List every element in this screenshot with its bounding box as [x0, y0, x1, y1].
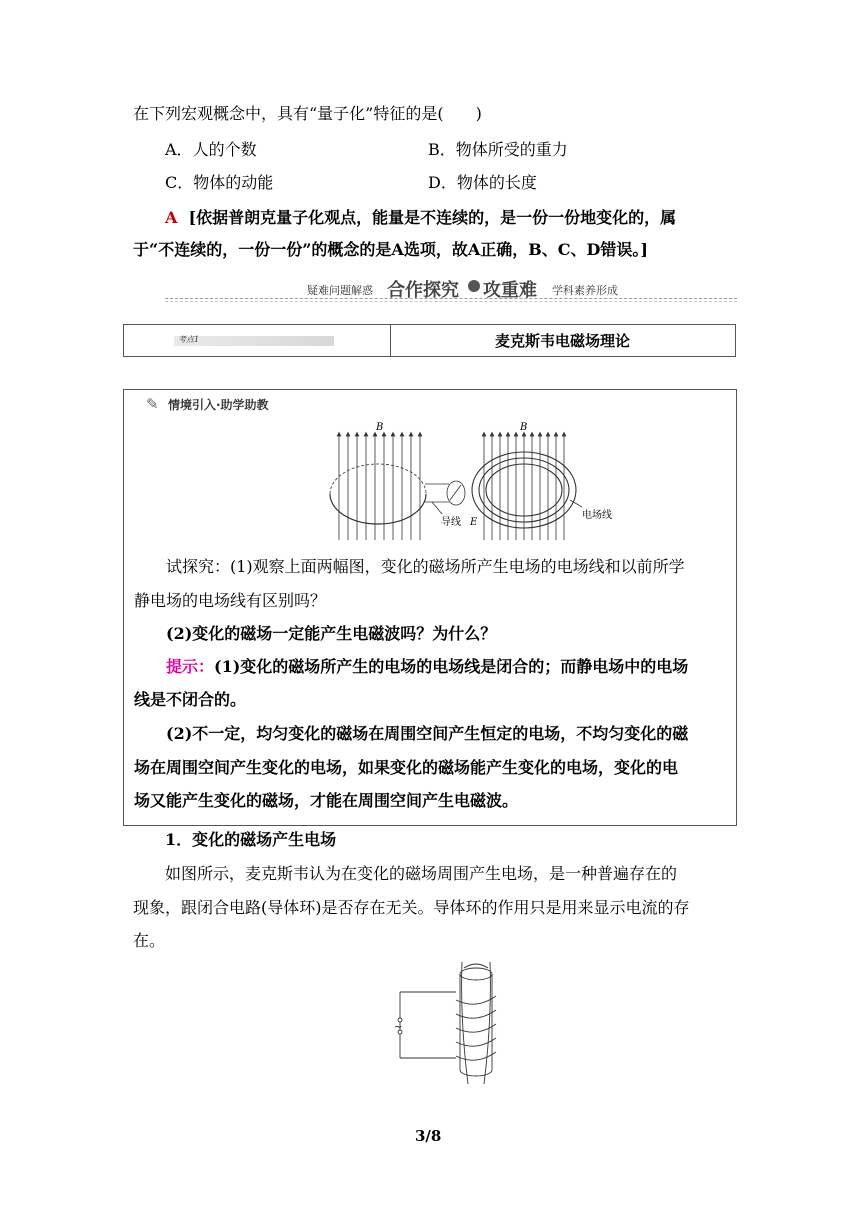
section1-para-line3: 在。	[133, 931, 166, 950]
inquiry-q2: (2)变化的磁场一定能产生电磁波吗？为什么？	[166, 624, 497, 643]
inquiry-header	[146, 395, 269, 413]
answer-explanation-line1	[165, 208, 676, 228]
inquiry-q1-line2: 静电场的电场线有区别吗？	[134, 591, 327, 610]
hint2-line1: (2)不一定，均匀变化的磁场在周围空间产生恒定的电场，不均匀变化的磁	[166, 724, 689, 743]
magnetic-field-figure	[314, 422, 714, 548]
inquiry-header-text: 情境引入·助学助教	[168, 398, 269, 412]
hint2-line3: 场又能产生变化的磁场，才能在周围空间产生电磁波。	[134, 791, 519, 810]
label-wire: 导线	[441, 517, 461, 528]
explanation-text: [依据普朗克量子化观点，能量是不连续的，是一份一份地变化的，属	[188, 208, 677, 227]
solenoid-figure	[390, 960, 510, 1088]
option-c	[165, 173, 273, 193]
hint-label: 提示：	[166, 657, 215, 676]
hint1-text: (1)变化的磁场所产生的电场的电场线是闭合的；而静电场中的电场	[214, 657, 689, 676]
option-letter: B．	[428, 140, 456, 159]
pencil-icon: ✎	[146, 395, 159, 413]
section1-para-line1: 如图所示，麦克斯韦认为在变化的磁场周围产生电场，是一种普遍存在的	[165, 864, 678, 883]
option-d	[428, 173, 537, 193]
page-number: 3/8	[415, 1127, 442, 1145]
option-text: 物体所受的重力	[455, 140, 568, 159]
banner-right-text: 学科素养形成	[552, 284, 618, 297]
question-stem: 在下列宏观概念中，具有“量子化”特征的是( )	[133, 104, 482, 123]
label-field-line: 电场线	[582, 510, 612, 521]
option-letter: D．	[428, 173, 457, 192]
label-e: E	[470, 517, 478, 528]
inquiry-q1-line1: 试探究：(1)观察上面两幅图，变化的磁场所产生电场的电场线和以前所学	[166, 557, 685, 576]
topic-tag-bar	[174, 336, 334, 346]
option-letter: C．	[165, 173, 194, 192]
banner-title-b: 攻重难	[483, 280, 537, 301]
banner-dot-icon	[468, 280, 480, 292]
hint1-line1	[166, 657, 688, 677]
section1-para-line2: 现象，跟闭合电路(导体环)是否存在无关。导体环的作用只是用来显示电流的存	[133, 898, 690, 917]
option-text: 物体的长度	[456, 173, 537, 192]
topic-table	[123, 324, 736, 357]
label-b-right: B	[520, 422, 528, 433]
option-a	[165, 140, 257, 160]
option-text: 人的个数	[192, 140, 257, 159]
label-b-left: B	[376, 422, 384, 433]
hint2-line2: 场在周围空间产生变化的电场，如果变化的磁场能产生变化的电场，变化的电	[134, 758, 679, 777]
banner-title-a: 合作探究	[387, 280, 459, 301]
section1-heading: 1．变化的磁场产生电场	[165, 830, 337, 849]
topic-tag: 考点1	[178, 335, 200, 344]
topic-title: 麦克斯韦电磁场理论	[494, 332, 630, 350]
option-letter: A．	[165, 140, 193, 159]
hint1-line2: 线是不闭合的。	[134, 690, 247, 709]
section-banner	[165, 276, 737, 304]
banner-left-text: 疑难问题解惑	[307, 284, 373, 297]
answer-letter: A	[165, 208, 178, 227]
option-b	[428, 140, 568, 160]
ac-source-symbol: ~	[394, 1022, 403, 1033]
option-text: 物体的动能	[193, 173, 274, 192]
answer-explanation-line2: 于“不连续的，一份一份”的概念的是A选项，故A正确，B、C、D错误。]	[133, 240, 648, 259]
inquiry-box	[123, 389, 737, 826]
